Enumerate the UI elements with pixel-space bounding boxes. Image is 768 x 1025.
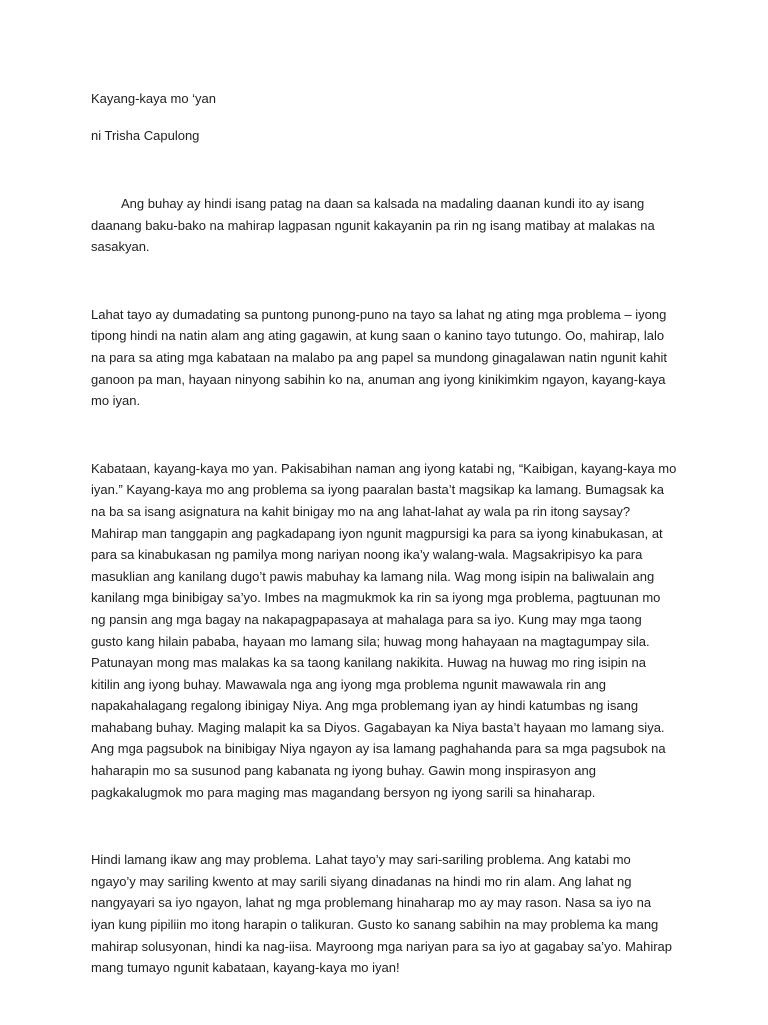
paragraph-4: Hindi lamang ikaw ang may problema. Lahat tayo’y may sari-sariling problema. Ang katabi mo ngayo’y may sariling kwento at may sarili siyang dinadanas na hindi mo rin alam. Ang lahat ng nangyayari sa iyo ngayon, lahat ng mga problemang hinaharap mo ay may rason. Nasa sa iyo na iyan kung pipiliin mo itong harapin o talikuran. Gusto ko sanang sabihin na may problema ka mang mahirap solusyonan, hindi ka nag-iisa. Mayroong mga nariyan para sa iyo at gagabay sa’yo. Mahirap mang tumayo ngunit kabataan, kayang-kaya mo iyan! xyxy=(91,852,672,976)
paragraph-3: Kabataan, kayang-kaya mo yan. Pakisabihan naman ang iyong katabi ng, “Kaibigan, kayang-kaya mo iyan.” Kayang-kaya mo ang problema sa iyong paaralan basta’t magsikap ka lamang. Bumagsak ka na ba sa isang asignatura na kahit binigay mo na ang lahat-lahat ay wala pa rin itong saysay? Mahirap man tanggapin ang pagkadapang iyon ngunit magpursigi ka para sa iyong kinabukasan, at para sa kinabukasan ng pamilya mong nariyan noong ika’y walang-wala. Magsakripisyo ka para masuklian ang kanilang dugo’t pawis mabuhay ka lamang nila. Wag mong isipin na baliwalain ang kanilang mga binibigay sa’yo. Imbes na magmukmok ka rin sa iyong mga problema, pagtuunan mo ng pansin ang mga bagay na nakapagpapasaya at mahalaga para sa iyo. Kung may mga taong gusto kang hilain pababa, hayaan mo lamang sila; huwag mong hahayaan na magtagumpay sila. Patunayan mong mas malakas ka sa taong kanilang nakikita. Huwag na huwag mo ring isipin na kitilin ang iyong buhay. Mawawala nga ang iyong mga problema ngunit mawawala rin ang napakahalagang regalong ibinigay Niya. Ang mga problemang iyan ay hindi katumbas ng isang mahabang buhay. Maging malapit ka sa Diyos. Gagabayan ka Niya basta’t hayaan mo lamang siya. Ang mga pagsubok na binibigay Niya ngayon ay isa lamang paghahanda para sa mga pagsubok na haharapin mo sa susunod pang kabanata ng iyong buhay. Gawin mong inspirasyon ang pagkakalugmok mo para maging mas magandang bersyon ng iyong sarili sa hinaharap. xyxy=(91,460,677,800)
document-title: Kayang-kaya mo ‘yan xyxy=(91,91,217,106)
document-author: ni Trisha Capulong xyxy=(91,128,200,143)
document-body xyxy=(91,88,677,1025)
paragraph-1: Ang buhay ay hindi isang patag na daan sa kalsada na madaling daanan kundi ito ay isang daanang baku-bako na mahirap lagpasan ngunit kakayanin pa rin ng isang matibay at malakas na sasakyan. xyxy=(91,196,655,255)
paragraph-2: Lahat tayo ay dumadating sa puntong punong-puno na tayo sa lahat ng ating mga problema – iyong tipong hindi na natin alam ang ating gagawin, at kung saan o kanino tayo tutungo. Oo, mahirap, lalo na para sa ating mga kabataan na malabo pa ang papel sa mundong ginagalawan natin ngunit kahit ganoon pa man, hayaan ninyong sabihin ko na, anuman ang iyong kinikimkim ngayon, kayang-kaya mo iyan. xyxy=(91,306,668,409)
